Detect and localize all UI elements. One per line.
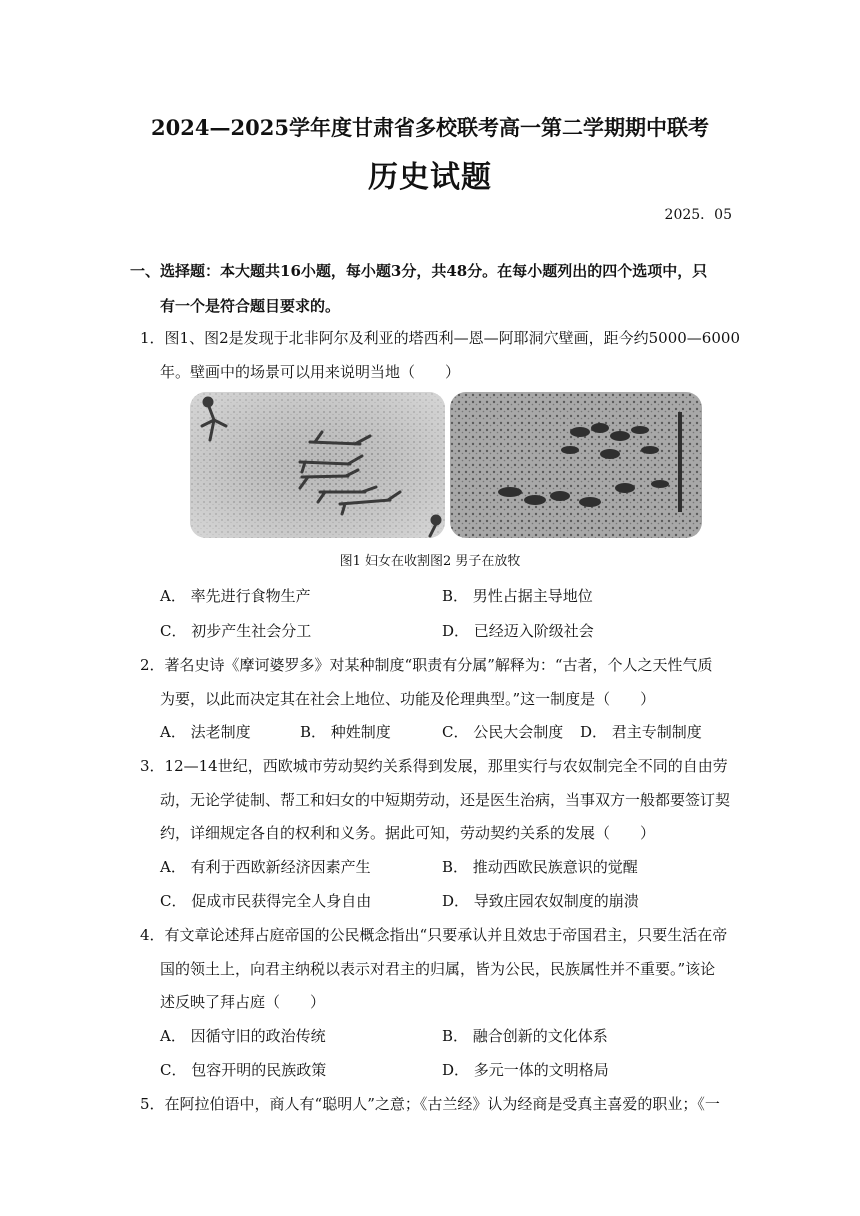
q4-stem-line3: 述反映了拜占庭（ ） — [160, 993, 326, 1011]
exam-title: 2024—2025学年度甘肃省多校联考高一第二学期期中联考 — [151, 115, 709, 140]
exam-date: 2025．05 — [664, 207, 732, 223]
q3-option-c: C． 促成市民获得完全人身自由 — [160, 892, 372, 910]
q4-stem-line1: 4．有文章论述拜占庭帝国的公民概念指出“只要承认并且效忠于帝国君主，只要生活在帝 — [140, 926, 728, 944]
q1-option-a: A． 率先进行食物生产 — [160, 587, 311, 605]
q1-stem-line1: 1．图1、图2是发现于北非阿尔及利亚的塔西利—恩—阿耶洞穴壁画，距今约5000—6000 — [140, 329, 740, 347]
q4-stem-line2: 国的领土上，向君主纳税以表示对君主的归属，皆为公民，民族属性并不重要。”该论 — [160, 960, 716, 978]
q3-stem-line1: 3．12—14世纪，西欧城市劳动契约关系得到发展，那里实行与农奴制完全不同的自由劳 — [140, 757, 728, 775]
q2-option-b: B． 种姓制度 — [300, 723, 391, 741]
q4-option-b: B． 融合创新的文化体系 — [442, 1027, 608, 1045]
q1-option-b: B． 男性占据主导地位 — [442, 587, 593, 605]
q1-stem-line2: 年。壁画中的场景可以用来说明当地（ ） — [160, 363, 461, 381]
q2-stem-line1: 2．著名史诗《摩诃婆罗多》对某种制度“职责有分属”解释为：“古者，个人之天性气质 — [140, 656, 713, 674]
exam-subject: 历史试题 — [368, 160, 492, 195]
q3-stem-line3: 约，详细规定各自的权利和义务。据此可知，劳动契约关系的发展（ ） — [160, 824, 656, 842]
q5-stem-line1: 5．在阿拉伯语中，商人有“聪明人”之意；《古兰经》认为经商是受真主喜爱的职业；《一 — [140, 1095, 720, 1113]
q2-stem-line2: 为要，以此而决定其在社会上地位、功能及伦理典型。”这一制度是（ ） — [160, 690, 656, 708]
q2-option-a: A． 法老制度 — [160, 723, 251, 741]
q2-option-d: D． 君主专制制度 — [580, 723, 702, 741]
q2-option-c: C． 公民大会制度 — [442, 723, 564, 741]
q3-option-b: B． 推动西欧民族意识的觉醒 — [442, 858, 638, 876]
q3-option-d: D． 导致庄园农奴制度的崩溃 — [442, 892, 639, 910]
q1-option-c: C． 初步产生社会分工 — [160, 622, 312, 640]
q3-stem-line2: 动，无论学徒制、帮工和妇女的中短期劳动，还是医生治病，当事双方一般都要签订契 — [160, 791, 731, 809]
q3-option-a: A． 有利于西欧新经济因素产生 — [160, 858, 371, 876]
section-heading-line2: 有一个是符合题目要求的。 — [160, 297, 341, 315]
figure-caption: 图1 妇女在收割图2 男子在放牧 — [339, 554, 521, 569]
q4-option-a: A． 因循守旧的政治传统 — [160, 1027, 326, 1045]
figure-2-cave-painting — [450, 392, 702, 538]
figure-1-cave-painting — [190, 392, 445, 538]
q4-option-c: C． 包容开明的民族政策 — [160, 1061, 327, 1079]
q4-option-d: D． 多元一体的文明格局 — [442, 1061, 609, 1079]
q1-option-d: D． 已经迈入阶级社会 — [442, 622, 594, 640]
section-heading-line1: 一、选择题：本大题共16小题，每小题3分，共48分。在每小题列出的四个选项中，只 — [130, 262, 708, 280]
